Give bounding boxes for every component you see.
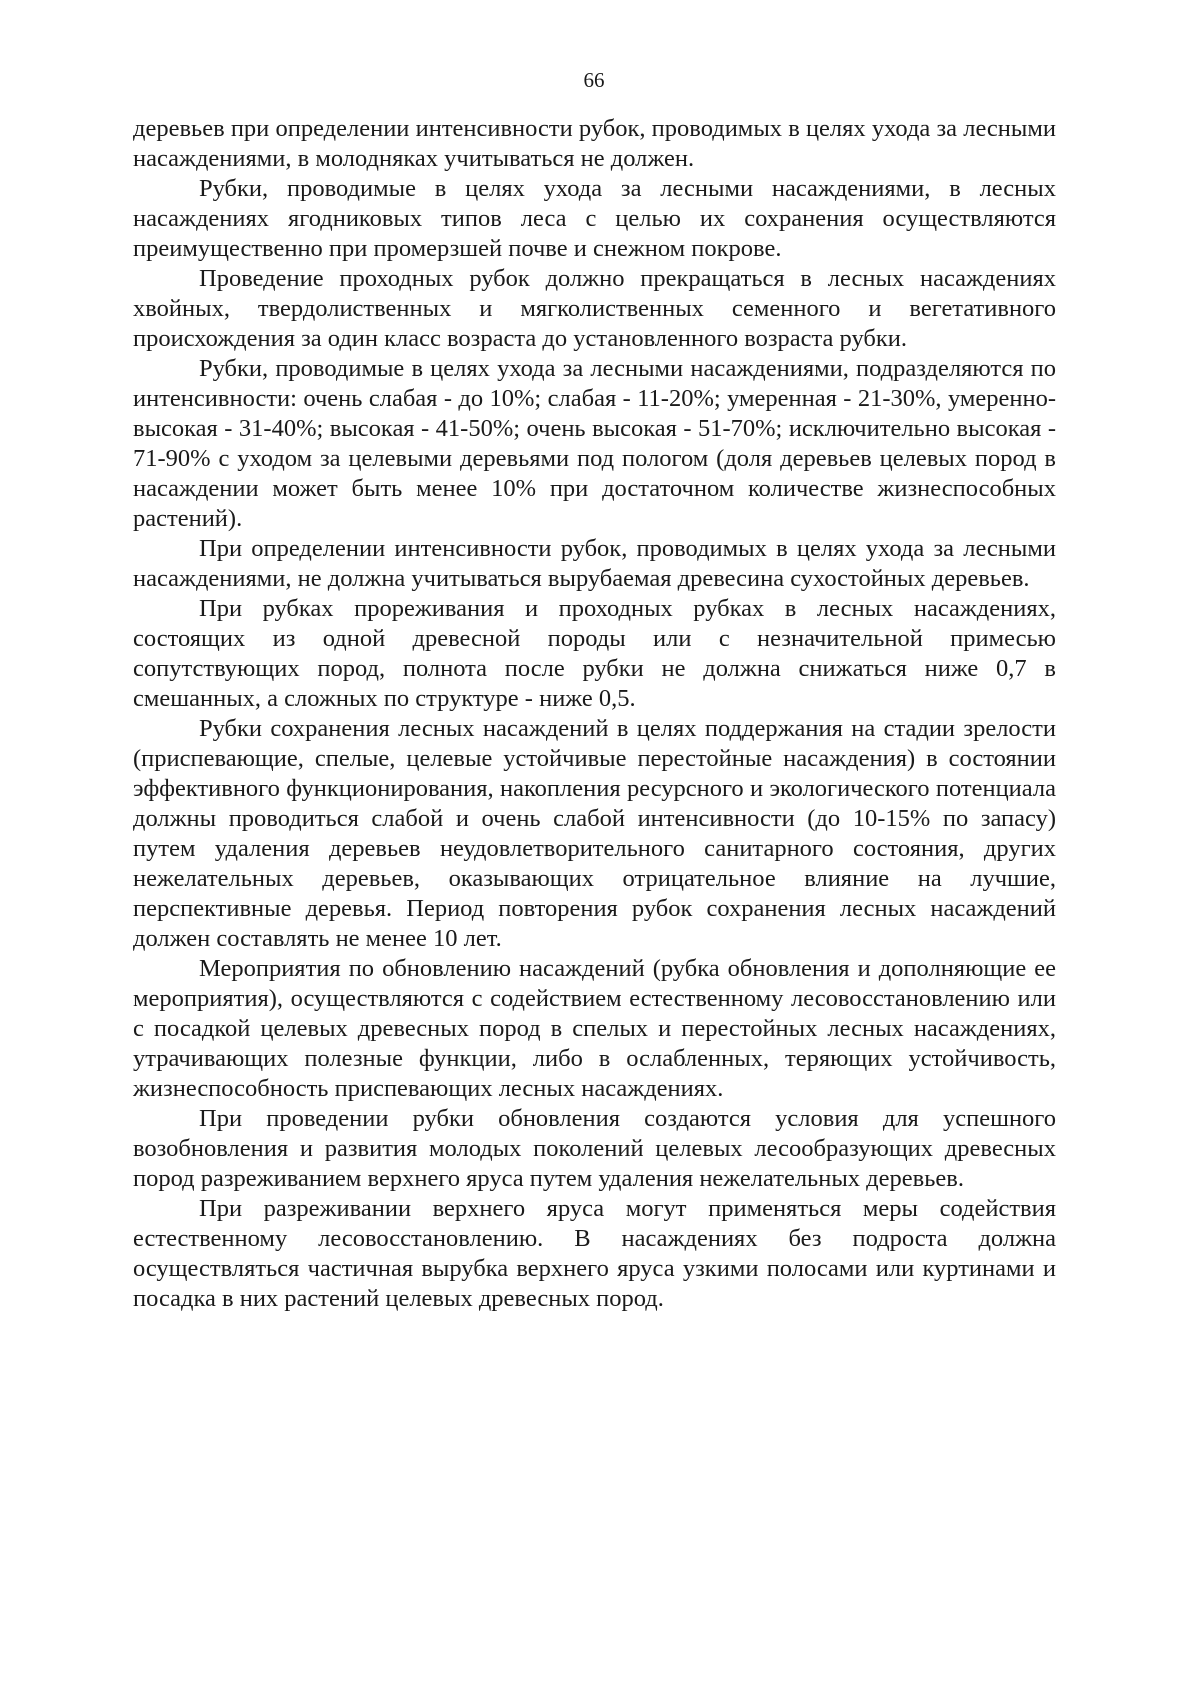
paragraph-passage-cutting: Проведение проходных рубок должно прекращаться в лесных насаждениях хвойных, твердолиственных и мягколиственных семенного и вегетативного происхождения за один класс возраста до установленного возраста рубки. — [133, 265, 1056, 352]
paragraph-intensity-classes: Рубки, проводимые в целях ухода за лесными насаждениями, подразделяются по интенсивности: очень слабая - до 10%; слабая - 11-20%; умеренная - 21-30%, умеренно-высокая - 31-40%; высокая - 41-50%; очень высокая - 51-70%; исключительно высокая - 71-90% с уходом за целевыми деревьями под пологом (доля деревьев целевых пород в насаждении может быть менее 10% при достаточном количестве жизнеспособных растений). — [133, 355, 1056, 532]
page-number: 66 — [583, 68, 605, 92]
paragraph-renewal-conditions: При проведении рубки обновления создаются условия для успешного возобновления и развития молодых поколений целевых лесообразующих древесных пород разреживанием верхнего яруса путем удаления нежелательных деревьев. — [133, 1105, 1056, 1192]
document-body — [133, 114, 1056, 1314]
paragraph-dead-wood: При определении интенсивности рубок, проводимых в целях ухода за лесными насаждениями, не должна учитываться вырубаемая древесина сухостойных деревьев. — [133, 535, 1056, 592]
paragraph-renewal-measures: Мероприятия по обновлению насаждений (рубка обновления и дополняющие ее мероприятия), осуществляются с содействием естественному лесовосстановлению или с посадкой целевых древесных пород в спелых и перестойных лесных насаждениях, утрачивающих полезные функции, либо в ослабленных, теряющих устойчивость, жизнеспособность приспевающих лесных насаждениях. — [133, 955, 1056, 1102]
paragraph-winter-cutting: Рубки, проводимые в целях ухода за лесными насаждениями, в лесных насаждениях ягодниковых типов леса с целью их сохранения осуществляются преимущественно при промерзшей почве и снежном покрове. — [133, 175, 1056, 262]
paragraph-upper-tier-thinning: При разреживании верхнего яруса могут применяться меры содействия естественному лесовосстановлению. В насаждениях без подроста должна осуществляться частичная вырубка верхнего яруса узкими полосами или куртинами и посадка в них растений целевых древесных пород. — [133, 1195, 1056, 1312]
paragraph-preservation-cutting: Рубки сохранения лесных насаждений в целях поддержания на стадии зрелости (приспевающие, спелые, целевые устойчивые перестойные насаждения) в состоянии эффективного функционирования, накопления ресурсного и экологического потенциала должны проводиться слабой и очень слабой интенсивности (до 10-15% по запасу) путем удаления деревьев неудовлетворительного санитарного состояния, других нежелательных деревьев, оказывающих отрицательное влияние на лучшие, перспективные деревья. Период повторения рубок сохранения лесных насаждений должен составлять не менее 10 лет. — [133, 715, 1056, 952]
paragraph-continuation: деревьев при определении интенсивности рубок, проводимых в целях ухода за лесными насаждениями, в молодняках учитываться не должен. — [133, 115, 1056, 172]
paragraph-stand-density: При рубках прореживания и проходных рубках в лесных насаждениях, состоящих из одной древесной породы или с незначительной примесью сопутствующих пород, полнота после рубки не должна снижаться ниже 0,7 в смешанных, а сложных по структуре - ниже 0,5. — [133, 595, 1056, 712]
